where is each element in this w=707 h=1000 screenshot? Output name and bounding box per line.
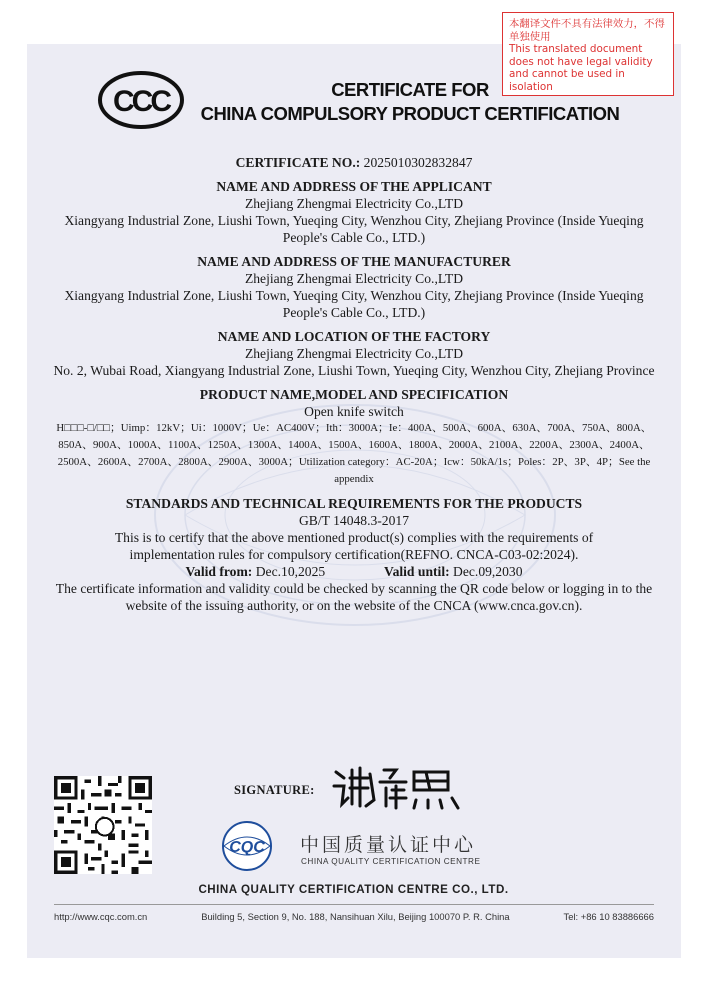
product-name: Open knife switch	[304, 404, 404, 419]
valid-until-date: Dec.09,2030	[453, 564, 523, 579]
applicant-heading: NAME AND ADDRESS OF THE APPLICANT	[216, 179, 492, 194]
cqc-logo-text: CQC	[229, 839, 265, 856]
signature-image	[330, 760, 470, 816]
standard-number: GB/T 14048.3-2017	[298, 513, 409, 528]
ccc-logo-text: CCC	[113, 85, 169, 118]
ccc-logo	[97, 70, 185, 130]
title-line1: CERTIFICATE FOR	[331, 79, 489, 100]
footer	[54, 911, 654, 922]
valid-from-date: Dec.10,2025	[255, 564, 326, 579]
standards-heading: STANDARDS AND TECHNICAL REQUIREMENTS FOR THE PRODUCTS	[125, 496, 583, 511]
issuer-full-name: CHINA QUALITY CERTIFICATION CENTRE CO., LTD.	[198, 883, 509, 896]
applicant-address: Xiangyang Industrial Zone, Liushi Town, Yueqing City, Wenzhou City, Zhejiang Province (Inside Yueqing People's Cable Co., LTD.)	[64, 213, 644, 245]
certify-statement: This is to certify that the above mentioned product(s) complies with the requirements of implementation rules for compulsory certification(REFNO. CNCA-C03-02:2024).	[114, 530, 594, 562]
certificate-title	[190, 78, 630, 126]
footer-tel: Tel: +86 10 83886666	[563, 911, 654, 922]
valid-from-label: Valid from:	[185, 564, 253, 579]
certificate-number	[44, 154, 664, 171]
product-heading: PRODUCT NAME,MODEL AND SPECIFICATION	[199, 387, 509, 402]
check-note: The certificate information and validity could be checked by scanning the QR code below or logging in to the website of the issuing authority, or on the website of the CNCA (www.cnca.gov.cn).	[55, 581, 653, 613]
footer-address: Building 5, Section 9, No. 188, Nansihuan Xilu, Beijing 100070 P. R. China	[201, 911, 510, 922]
certificate-number-label: CERTIFICATE NO.:	[235, 155, 361, 170]
translation-notice-cn: 本翻译文件不具有法律效力，不得单独使用	[509, 18, 665, 43]
cqc-logo	[218, 820, 276, 872]
validity-dates	[44, 563, 664, 580]
certificate-body	[44, 154, 664, 614]
footer-website[interactable]: http://www.cqc.com.cn	[54, 911, 148, 922]
manufacturer-name: Zhejiang Zhengmai Electricity Co.,LTD	[244, 271, 464, 286]
manufacturer-heading: NAME AND ADDRESS OF THE MANUFACTURER	[197, 254, 511, 269]
translation-notice-en: This translated document does not have legal validity and cannot be used in isolation	[509, 43, 653, 93]
valid-until-label: Valid until:	[384, 564, 450, 579]
footer-divider	[54, 904, 654, 905]
product-spec: H□□□-□/□□；Uimp：12kV；Ui：1000V；Ue：AC400V；Ith：3000A；Ie：400A、500A、600A、630A、700A、750A、800A、850A、900A、1000A、1100A、1250A、1300A、1400A、1500A、1600A、1800A、2000A、2100A、2200A、2300A、2400A、2500A、2600A、2700A、2800A、2900A、3000A；Utilization category：AC-20A；Icw：50kA/1s；Poles：2P、3P、4P；See the appendix	[56, 422, 652, 485]
manufacturer-address: Xiangyang Industrial Zone, Liushi Town, Yueqing City, Wenzhou City, Zhejiang Province (Inside Yueqing People's Cable Co., LTD.)	[64, 288, 644, 320]
factory-heading: NAME AND LOCATION OF THE FACTORY	[217, 329, 491, 344]
factory-name: Zhejiang Zhengmai Electricity Co.,LTD	[244, 346, 464, 361]
factory-address: No. 2, Wubai Road, Xiangyang Industrial Zone, Liushi Town, Yueqing City, Wenzhou City, Zhejiang Province	[53, 363, 655, 378]
qr-code[interactable]	[54, 776, 152, 874]
certificate-number-value: 2025010302832847	[363, 155, 473, 170]
applicant-name: Zhejiang Zhengmai Electricity Co.,LTD	[244, 196, 464, 211]
signature-label: SIGNATURE:	[234, 783, 315, 797]
title-line2: CHINA COMPULSORY PRODUCT CERTIFICATION	[200, 103, 620, 124]
cqc-name-en: CHINA QUALITY CERTIFICATION CENTRE	[301, 857, 481, 866]
cqc-name-cn: 中国质量认证中心	[300, 834, 477, 856]
